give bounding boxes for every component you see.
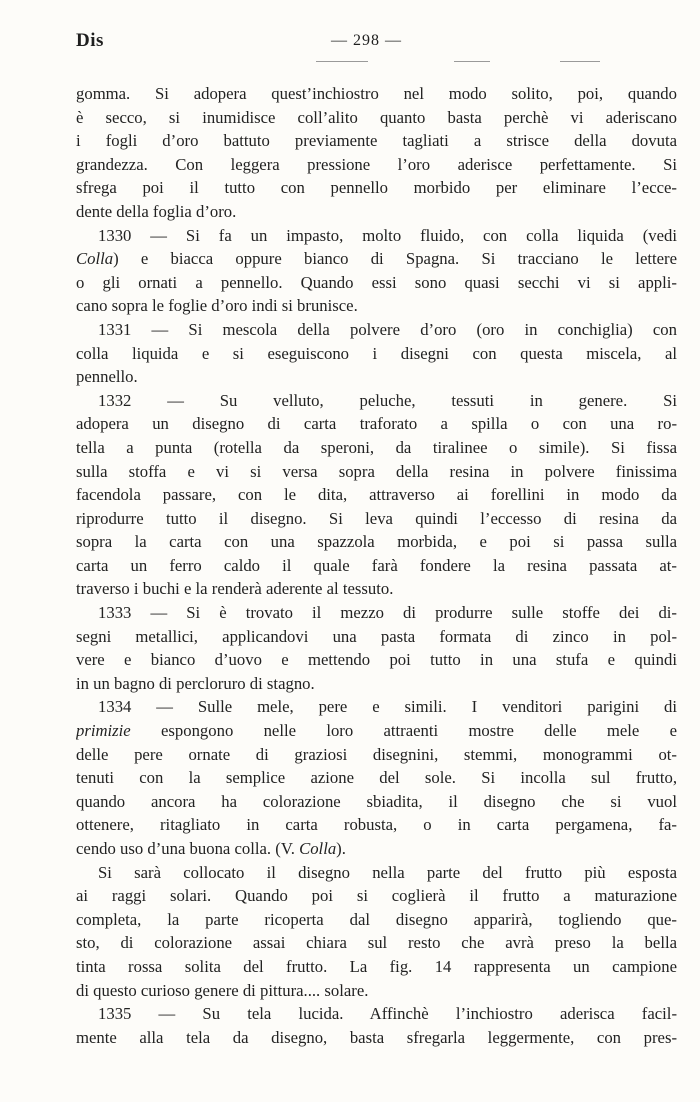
text-line [76, 153, 677, 177]
entry-number: 1331 [98, 319, 132, 339]
entry-number: 1330 [98, 225, 132, 245]
line-text: Si sarà collocato il disegno nella parte del frutto più esposta [98, 862, 677, 882]
text-line [76, 766, 677, 790]
line-text: quando ancora ha colorazione sbiadita, il disegno che si vuol [76, 791, 677, 811]
entry-number: 1334 [98, 697, 132, 717]
line-text: vere e bianco d’uovo e mettendo poi tutto in una stufa e quindi [76, 650, 677, 670]
text-line [76, 318, 677, 342]
text-line [76, 365, 677, 389]
text-line [76, 955, 677, 979]
line-text: — Si fa un impasto, molto fluido, con colla liquida (vedi [131, 225, 677, 245]
line-text: riprodurre tutto il disegno. Si leva quindi l’eccesso di resina da [76, 508, 677, 528]
entry-heading: — Sulle mele, pere e simili. [131, 697, 447, 717]
text-line [76, 695, 677, 719]
text-line [76, 648, 677, 672]
line-text: carta un ferro caldo il quale farà fondere la resina passata at- [76, 555, 677, 575]
text-line [76, 790, 677, 814]
line-text: — Si mescola della polvere d’oro (oro in conchiglia) con [131, 319, 677, 339]
text-line [76, 979, 677, 1003]
line-text: sulla stoffa e vi si versa sopra della resina in polvere finissima [76, 461, 677, 481]
text-line [76, 389, 677, 413]
line-text: adopera un disegno di carta traforato a spilla o con una ro- [76, 414, 677, 434]
text-line [76, 436, 677, 460]
text-line [76, 176, 677, 200]
text-line [76, 483, 677, 507]
entry-number: 1333 [98, 603, 132, 623]
text-line [76, 1026, 677, 1050]
text-line [76, 507, 677, 531]
header-rule-right [560, 61, 600, 62]
line-text: — Si è trovato il mezzo di produrre sulle stoffe dei di- [131, 603, 677, 623]
text-line [76, 530, 677, 554]
line-text: mente alla tela da disegno, basta sfregarla leggermente, con pres- [76, 1027, 677, 1047]
text-line [76, 908, 677, 932]
text-line [76, 813, 677, 837]
entry-number: 1332 [98, 390, 132, 410]
text-line [76, 412, 677, 436]
line-text: cendo uso d’una buona colla. (V. Colla). [76, 839, 346, 858]
text-line [76, 837, 677, 861]
line-text: delle pere ornate di graziosi disegnini, stemmi, monogrammi ot- [76, 744, 677, 764]
line-text: facendola passare, con le dita, attraverso ai forellini in modo da [76, 485, 677, 505]
line-text: tella a punta (rotella da speroni, da tiralinee o simile). Si fissa [76, 437, 677, 457]
text-line [76, 601, 677, 625]
text-line [76, 719, 677, 743]
line-text: sto, di colorazione assai chiara sul resto che avrà preso la bella [76, 933, 677, 953]
running-head: Dis [76, 30, 104, 51]
entry-number: 1335 [98, 1004, 132, 1024]
text-line [76, 460, 677, 484]
line-text: è secco, si inumidisce coll’alito quanto basta perchè vi aderiscano [76, 107, 677, 127]
body-text [76, 82, 677, 1049]
text-line [76, 861, 677, 885]
text-line [76, 577, 677, 601]
line-text: tenuti con la semplice azione del sole. Si incolla sul frutto, [76, 768, 677, 788]
text-line [76, 884, 677, 908]
text-line [76, 1002, 677, 1026]
page-number: — 298 — [331, 32, 402, 49]
line-text: di questo curioso genere di pittura.... solare. [76, 980, 369, 1000]
text-line [76, 271, 677, 295]
line-text: Si [627, 390, 677, 410]
text-line [76, 672, 677, 696]
line-text: grandezza. Con leggera pressione l’oro aderisce perfettamente. Si [76, 154, 677, 174]
line-text: Colla) e biacca oppure bianco di Spagna. Si tracciano le lettere [76, 249, 677, 269]
line-text: completa, la parte ricoperta dal disegno apparirà, togliendo que- [76, 909, 677, 929]
text-line [76, 342, 677, 366]
header-rule-middle [454, 61, 490, 62]
line-text: in un bagno di percloruro di stagno. [76, 673, 315, 693]
entry-heading: — Su velluto, peluche, tessuti in genere. [131, 390, 628, 410]
line-text: primizie espongono nelle loro attraenti mostre delle mele e [76, 721, 677, 741]
text-line [76, 82, 677, 106]
line-text: i fogli d’oro battuto previamente tagliati a strisce della dovuta [76, 131, 677, 151]
text-line [76, 129, 677, 153]
text-line [76, 743, 677, 767]
page-header [76, 30, 676, 56]
text-line [76, 294, 677, 318]
line-text: sopra la carta con una spazzola morbida, e poi si passa sulla [76, 532, 677, 552]
line-text: sfrega poi il tutto con pennello morbido per eliminare l’ecce- [76, 178, 677, 198]
line-text: I venditori parigini di [446, 697, 677, 717]
entry-heading: — Su tela lucida. [131, 1004, 344, 1024]
line-text: ai raggi solari. Quando poi si coglierà il frutto a maturazione [76, 886, 677, 906]
line-text: colla liquida e si eseguiscono i disegni con questa miscela, al [76, 343, 677, 363]
line-text: tinta rossa solita del frutto. La fig. 14 rappresenta un campione [76, 956, 677, 976]
text-line [76, 247, 677, 271]
line-text: traverso i buchi e la renderà aderente al tessuto. [76, 579, 394, 599]
line-text: dente della foglia d’oro. [76, 201, 237, 221]
text-line [76, 224, 677, 248]
line-text: ottenere, ritagliato in carta robusta, o in carta pergamena, fa- [76, 815, 677, 835]
line-text: cano sopra le foglie d’oro indi si brunisce. [76, 296, 358, 316]
text-line [76, 200, 677, 224]
line-text: pennello. [76, 367, 138, 387]
text-line [76, 554, 677, 578]
line-text: gomma. Si adopera quest’inchiostro nel modo solito, poi, quando [76, 84, 677, 103]
text-line [76, 931, 677, 955]
text-line [76, 106, 677, 130]
line-text: segni metallici, applicandovi una pasta formata di zinco in pol- [76, 626, 677, 646]
text-line [76, 625, 677, 649]
line-text: o gli ornati a pennello. Quando essi sono quasi secchi vi si appli- [76, 272, 677, 292]
header-rule-left [316, 61, 368, 62]
line-text: Affinchè l’inchiostro aderisca facil- [343, 1004, 677, 1024]
